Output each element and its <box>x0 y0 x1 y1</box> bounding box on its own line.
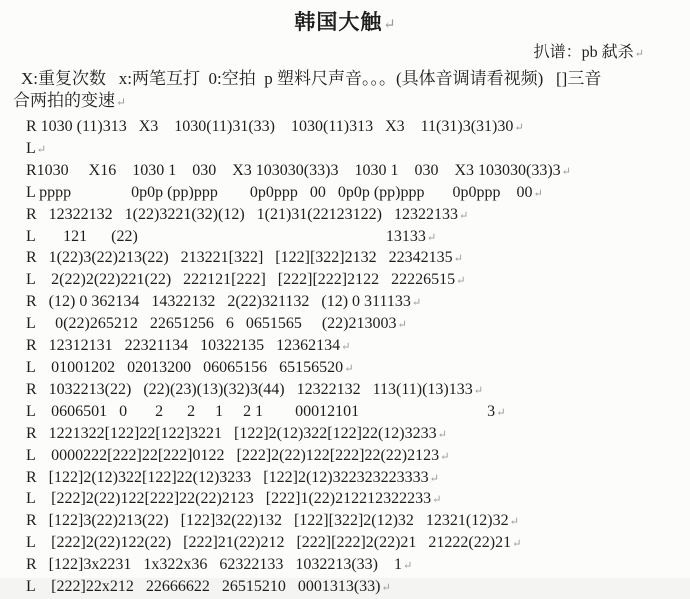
notation-line-text: L [222]2(22)122(22) [222]21(22)212 [222][222]2(22)21 21222(22)21 <box>26 534 512 552</box>
paragraph-mark-icon: ↵ <box>473 384 484 397</box>
notation-line <box>0 183 690 205</box>
notation-line-text: R1030 X16 1030 1 030 X3 103030(33)3 1030 1 030 X3 103030(33)3 <box>26 161 561 179</box>
page-title-text: 韩国大触 <box>294 10 383 34</box>
notation-line <box>0 161 690 183</box>
notation-line <box>0 270 690 292</box>
notation-line-text: R 12312131 22321134 10322135 12362134 <box>26 337 341 355</box>
notation-line-text: L 0606501 0 2 2 1 2 1 00012101 3 <box>26 402 496 420</box>
notation-line-text: R 1(22)3(22)213(22) 213221[322] [122][322]2132 22342135 <box>26 249 453 267</box>
paragraph-mark-icon: ↵ <box>533 187 543 200</box>
notation-line <box>0 468 690 490</box>
notation-line <box>0 139 690 161</box>
notation-line-text: L 121 (22) 13133 <box>26 227 426 245</box>
notation-line-text: R [122]2(12)322[122]22(12)3233 [122]2(12)322323223333 <box>26 468 429 486</box>
paragraph-mark-icon: ↵ <box>402 560 413 573</box>
notation-line <box>0 227 690 249</box>
transcriber-credit <box>0 43 690 64</box>
notation-line <box>0 248 690 270</box>
notation-line <box>0 292 690 314</box>
legend-line-1-text: X:重复次数 x:两笔互打 0:空拍 p 塑料尺声音。。。(具体音调请看视频) []三音 <box>21 69 602 88</box>
notation-legend <box>0 68 690 113</box>
paragraph-mark-icon: ↵ <box>561 165 572 178</box>
page-title <box>0 0 690 38</box>
paragraph-mark-icon: ↵ <box>397 319 407 332</box>
notation-line-text: L [222]2(22)122[222]22(22)2123 [222]1(22)212212322233 <box>26 490 432 508</box>
notation-line <box>0 358 690 380</box>
paragraph-mark-icon: ↵ <box>512 538 522 551</box>
paragraph-mark-icon: ↵ <box>411 297 422 310</box>
paragraph-mark-icon: ↵ <box>383 17 396 33</box>
paragraph-mark-icon: ↵ <box>456 275 466 288</box>
notation-line <box>0 511 690 533</box>
notation-line <box>0 402 690 424</box>
paragraph-mark-icon: ↵ <box>496 406 506 419</box>
paragraph-mark-icon: ↵ <box>440 450 450 463</box>
notation-line <box>0 577 690 599</box>
paragraph-mark-icon: ↵ <box>344 362 354 375</box>
notation-line-text: L pppp 0p0p (pp)ppp 0p0ppp 00 0p0p (pp)ppp 0p0ppp 00 <box>26 183 533 201</box>
notation-line <box>0 533 690 555</box>
notation-line-text: L 0(22)265212 22651256 6 0651565 (22)213003 <box>26 315 397 333</box>
notation-line <box>0 555 690 577</box>
notation-line-text: R 1032213(22) (22)(23)(13)(32)3(44) 12322132 113(11)(13)133 <box>26 380 473 398</box>
paragraph-mark-icon: ↵ <box>458 209 469 222</box>
transcriber-credit-text: 扒谱：pb 弑杀 <box>533 44 634 61</box>
paragraph-mark-icon: ↵ <box>453 253 463 266</box>
notation-line-text: R 1030 (11)313 X3 1030(11)31(33) 1030(11)313 X3 11(31)3(31)30 <box>26 118 514 135</box>
notation-line <box>0 446 690 468</box>
paragraph-mark-icon: ↵ <box>514 122 524 134</box>
notation-line-text: L 2(22)2(22)221(22) 222121[222] [222][222]2122 22226515 <box>26 271 456 289</box>
paragraph-mark-icon: ↵ <box>437 428 447 441</box>
notation-line-text: L [222]22x212 22666622 26515210 0001313(33) <box>26 578 381 596</box>
notation-line <box>0 314 690 336</box>
notation-line <box>0 489 690 511</box>
notation-line <box>0 424 690 446</box>
paragraph-mark-icon: ↵ <box>116 94 126 109</box>
legend-line-1 <box>0 68 690 90</box>
paragraph-mark-icon: ↵ <box>426 231 437 244</box>
paragraph-mark-icon: ↵ <box>381 582 391 595</box>
notation-line-text: R (12) 0 362134 14322132 2(22)321132 (12) 0 311133 <box>26 293 411 311</box>
notation-line-text: R [122]3(22)213(22) [122]32(22)132 [122][322]2(12)32 12321(12)32 <box>26 512 509 530</box>
notation-line-text: R 1221322[122]22[122]3221 [122]2(12)322[122]22(12)3233 <box>26 424 437 442</box>
paragraph-mark-icon: ↵ <box>429 472 439 485</box>
notation-line-text: R [122]3x2231 1x322x36 62322133 1032213(33) 1 <box>26 556 402 574</box>
notation-line <box>0 117 690 139</box>
paragraph-mark-icon: ↵ <box>36 143 47 156</box>
notation-body <box>0 117 690 599</box>
paragraph-mark-icon: ↵ <box>509 516 519 529</box>
paragraph-mark-icon: ↵ <box>341 341 351 354</box>
legend-line-2-text: 合两拍的变速 <box>13 90 115 110</box>
notation-line-text: R 12322132 1(22)3221(32)(12) 1(21)31(22123122) 12322133 <box>26 205 458 223</box>
notation-line <box>0 205 690 227</box>
notation-line-text: L <box>26 139 36 157</box>
legend-line-2 <box>0 90 690 114</box>
notation-line <box>0 380 690 402</box>
notation-line-text: L 01001202 02013200 06065156 65156520 <box>26 358 344 376</box>
paragraph-mark-icon: ↵ <box>634 48 644 60</box>
notation-line <box>0 336 690 358</box>
notation-line-text: L 0000222[222]22[222]0122 [222]2(22)122[222]22(22)2123 <box>26 446 440 464</box>
paragraph-mark-icon: ↵ <box>432 494 442 507</box>
